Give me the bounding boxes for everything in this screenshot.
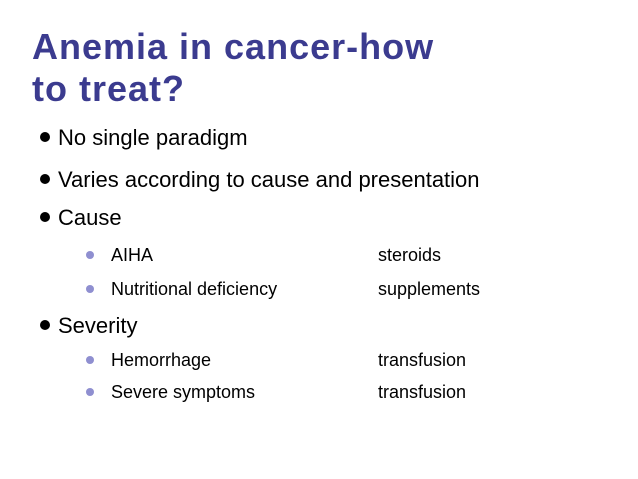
bullet-item	[40, 313, 137, 339]
bullet-item	[40, 167, 480, 193]
bullet-text: Severity	[58, 313, 138, 338]
sub-bullet-icon	[86, 356, 94, 364]
sub-bullet-treatment: supplements	[378, 279, 481, 299]
sub-bullet-label: Hemorrhage	[111, 350, 212, 370]
bullet-text: No single paradigm	[58, 125, 248, 150]
slide-title	[32, 26, 434, 110]
bullet-item	[40, 125, 248, 151]
bullet-icon	[40, 132, 50, 142]
bullet-text: Varies according to cause and presentation	[58, 167, 480, 192]
bullet-text: Cause	[58, 205, 122, 230]
title-line-2: to treat?	[32, 68, 185, 109]
sub-bullet-label: Nutritional deficiency	[111, 279, 278, 299]
sub-bullet-treatment: steroids	[378, 245, 442, 265]
sub-bullet-icon	[86, 285, 94, 293]
bullet-icon	[40, 212, 50, 222]
sub-bullet-icon	[86, 388, 94, 396]
bullet-icon	[40, 174, 50, 184]
sub-bullet-label: Severe symptoms	[111, 382, 256, 402]
sub-bullet-treatment: transfusion	[378, 350, 467, 370]
sub-bullet-label: AIHA	[111, 245, 154, 265]
bullet-icon	[40, 320, 50, 330]
sub-bullet-icon	[86, 251, 94, 259]
title-line-1: Anemia in cancer-how	[32, 26, 435, 67]
bullet-item	[40, 205, 122, 231]
sub-bullet-treatment: transfusion	[378, 382, 467, 402]
